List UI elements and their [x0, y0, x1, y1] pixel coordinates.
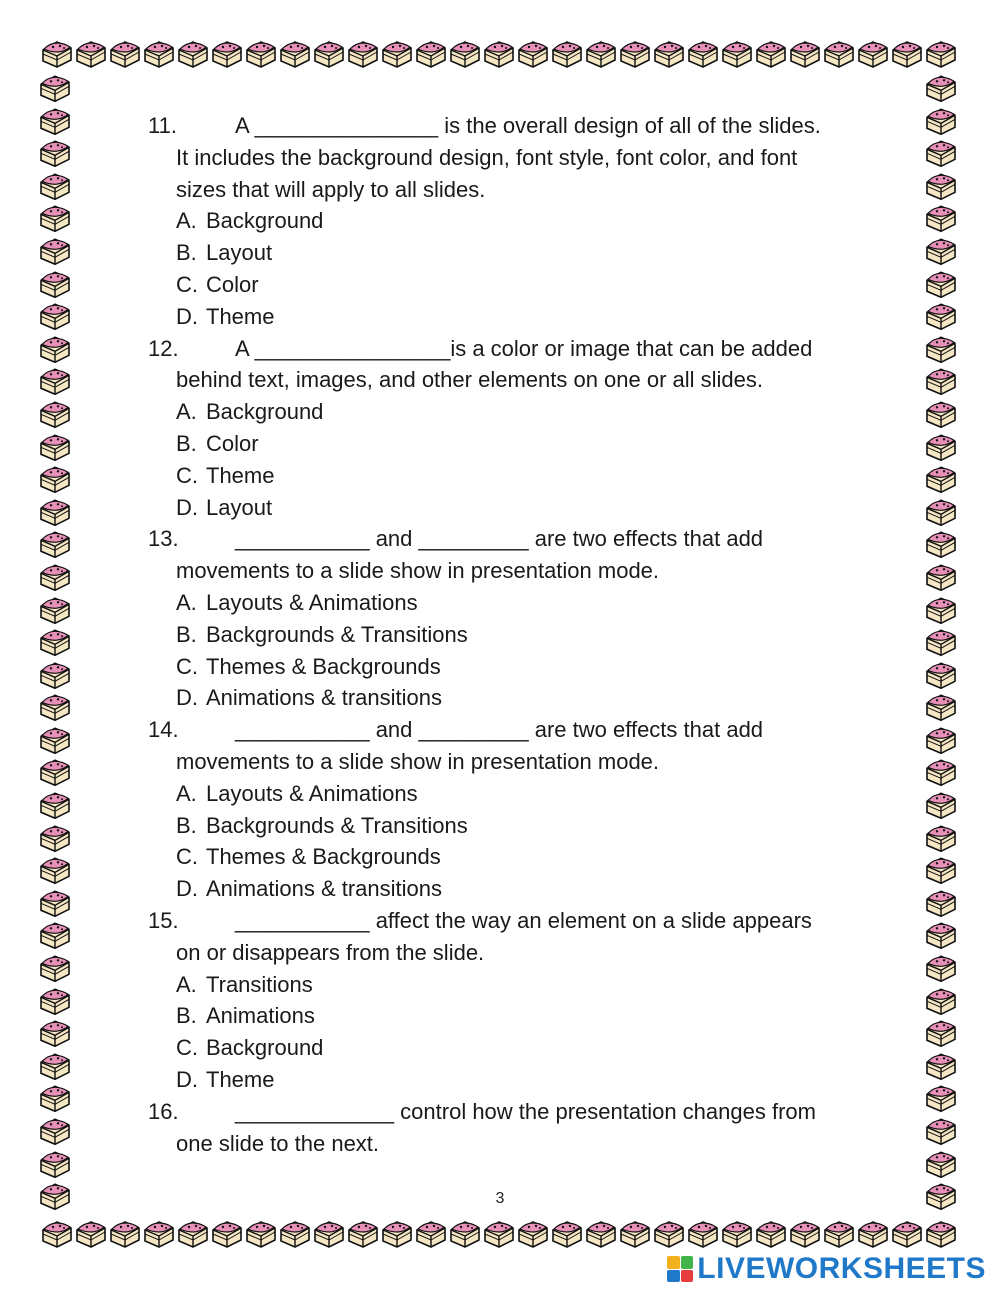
question-text-continued: behind text, images, and other elements on one or all slides.	[176, 367, 764, 393]
cake-slice-icon	[924, 300, 958, 333]
answer-option[interactable]	[148, 428, 888, 460]
question-text: _____________ control how the presentation changes from	[235, 1098, 816, 1124]
cake-slice-icon	[142, 38, 176, 70]
answer-option[interactable]	[148, 396, 888, 428]
cake-slice-icon	[788, 1218, 822, 1250]
answer-option[interactable]	[148, 205, 888, 237]
cake-slice-icon	[924, 38, 958, 70]
logo-mark-v	[667, 1270, 680, 1283]
cake-slice-icon	[38, 822, 72, 855]
cake-slice-icon	[380, 1218, 414, 1250]
cake-slice-icon	[74, 1218, 108, 1250]
cake-border-top	[40, 38, 958, 70]
cake-slice-icon	[924, 496, 958, 529]
cake-slice-icon	[38, 1082, 72, 1115]
cake-slice-icon	[924, 170, 958, 203]
cake-slice-icon	[924, 887, 958, 920]
cake-slice-icon	[924, 561, 958, 594]
question-16	[148, 1096, 888, 1160]
answer-option[interactable]	[148, 1032, 888, 1064]
cake-slice-icon	[924, 72, 958, 105]
cake-slice-icon	[244, 1218, 278, 1250]
cake-slice-icon	[448, 1218, 482, 1250]
cake-slice-icon	[924, 333, 958, 366]
cake-slice-icon	[38, 528, 72, 561]
option-text: Color	[206, 430, 259, 456]
option-letter: A.	[176, 208, 197, 234]
cake-slice-icon	[38, 105, 72, 138]
answer-option[interactable]	[148, 587, 888, 619]
cake-slice-icon	[38, 333, 72, 366]
answer-option[interactable]	[148, 682, 888, 714]
cake-slice-icon	[924, 919, 958, 952]
cake-slice-icon	[448, 38, 482, 70]
cake-slice-icon	[38, 561, 72, 594]
option-text: Theme	[206, 1066, 275, 1092]
cake-slice-icon	[788, 38, 822, 70]
option-letter: A.	[176, 780, 197, 806]
cake-slice-icon	[924, 985, 958, 1018]
question-text: A _______________ is the overall design of all of the slides.	[235, 113, 821, 138]
cake-slice-icon	[720, 38, 754, 70]
logo-mark-l	[667, 1256, 680, 1269]
question-stem	[148, 523, 888, 555]
cake-slice-icon	[754, 1218, 788, 1250]
answer-option[interactable]	[148, 237, 888, 269]
cake-slice-icon	[856, 1218, 890, 1250]
question-text: ___________ and _________ are two effects that add	[235, 526, 764, 552]
option-text: Animations & transitions	[206, 876, 442, 902]
cake-slice-icon	[584, 38, 618, 70]
logo-text: LIVEWORKSHEETS	[697, 1252, 986, 1285]
cake-slice-icon	[924, 1050, 958, 1083]
cake-slice-icon	[924, 594, 958, 627]
cake-slice-icon	[38, 398, 72, 431]
option-letter: B.	[176, 1003, 197, 1029]
question-13	[148, 523, 888, 714]
cake-slice-icon	[924, 202, 958, 235]
option-text: Layout	[206, 240, 273, 266]
cake-slice-icon	[38, 137, 72, 170]
option-letter: A.	[176, 971, 197, 997]
cake-slice-icon	[38, 691, 72, 724]
cake-slice-icon	[38, 170, 72, 203]
question-stem	[148, 333, 888, 365]
option-text: Background	[206, 208, 324, 234]
cake-slice-icon	[924, 1218, 958, 1250]
question-text-continued: movements to a slide show in presentation mode.	[176, 748, 660, 774]
cake-slice-icon	[108, 1218, 142, 1250]
option-text: Animations & transitions	[206, 685, 442, 711]
option-letter: D.	[176, 303, 198, 329]
cake-slice-icon	[618, 1218, 652, 1250]
cake-slice-icon	[38, 756, 72, 789]
option-text: Transitions	[206, 971, 313, 997]
cake-slice-icon	[38, 1148, 72, 1181]
option-letter: D.	[176, 494, 198, 520]
answer-option[interactable]	[148, 651, 888, 683]
answer-option[interactable]	[148, 841, 888, 873]
question-text-continued: on or disappears from the slide.	[176, 939, 485, 965]
cake-slice-icon	[924, 431, 958, 464]
cake-border-bottom	[40, 1218, 958, 1250]
option-letter: A.	[176, 589, 197, 615]
option-text: Layouts & Animations	[206, 780, 418, 806]
question-15	[148, 905, 888, 1096]
question-11	[148, 110, 888, 333]
question-12	[148, 333, 888, 524]
cake-slice-icon	[890, 1218, 924, 1250]
cake-slice-icon	[652, 1218, 686, 1250]
cake-slice-icon	[924, 756, 958, 789]
question-number: 11.	[148, 113, 177, 138]
cake-slice-icon	[38, 463, 72, 496]
page-number: 3	[495, 1190, 505, 1207]
liveworksheets-logo[interactable]	[667, 1254, 986, 1284]
cake-slice-icon	[38, 300, 72, 333]
question-number: 12.	[148, 335, 179, 361]
cake-slice-icon	[38, 659, 72, 692]
cake-slice-icon	[482, 1218, 516, 1250]
cake-slice-icon	[482, 38, 516, 70]
cake-slice-icon	[38, 1050, 72, 1083]
answer-option[interactable]	[148, 492, 888, 524]
question-text: A ________________is a color or image that can be added	[235, 335, 813, 361]
cake-slice-icon	[38, 365, 72, 398]
question-text: ___________ and _________ are two effects that add	[235, 717, 764, 743]
cake-slice-icon	[924, 1115, 958, 1148]
cake-slice-icon	[142, 1218, 176, 1250]
option-text: Backgrounds & Transitions	[206, 621, 468, 647]
question-number: 13.	[148, 526, 179, 552]
cake-slice-icon	[754, 38, 788, 70]
option-letter: C.	[176, 844, 198, 870]
question-stem	[148, 110, 888, 142]
question-stem	[148, 1096, 888, 1128]
cake-slice-icon	[38, 72, 72, 105]
question-number: 14.	[148, 717, 179, 743]
cake-slice-icon	[312, 38, 346, 70]
answer-option[interactable]	[148, 778, 888, 810]
cake-slice-icon	[516, 1218, 550, 1250]
answer-option[interactable]	[148, 1000, 888, 1032]
option-letter: A.	[176, 399, 197, 425]
question-text-continued: one slide to the next.	[176, 1130, 380, 1156]
cake-slice-icon	[924, 789, 958, 822]
logo-mark-e	[681, 1270, 694, 1283]
option-letter: C.	[176, 1035, 198, 1061]
cake-slice-icon	[176, 38, 210, 70]
cake-slice-icon	[652, 38, 686, 70]
question-text-continued: movements to a slide show in presentation mode.	[176, 558, 660, 584]
cake-slice-icon	[176, 1218, 210, 1250]
option-text: Theme	[206, 462, 275, 488]
question-number: 15.	[148, 907, 179, 933]
logo-mark-i	[681, 1256, 694, 1269]
cake-slice-icon	[720, 1218, 754, 1250]
liveworksheets-logo-icon	[667, 1256, 693, 1282]
cake-slice-icon	[924, 724, 958, 757]
cake-slice-icon	[38, 626, 72, 659]
answer-option[interactable]	[148, 969, 888, 1001]
cake-slice-icon	[414, 38, 448, 70]
option-letter: C.	[176, 462, 198, 488]
cake-slice-icon	[924, 659, 958, 692]
cake-slice-icon	[40, 38, 74, 70]
cake-slice-icon	[618, 38, 652, 70]
cake-slice-icon	[38, 496, 72, 529]
cake-slice-icon	[38, 985, 72, 1018]
option-letter: B.	[176, 430, 197, 456]
cake-slice-icon	[380, 38, 414, 70]
option-letter: B.	[176, 621, 197, 647]
cake-slice-icon	[278, 1218, 312, 1250]
cake-slice-icon	[346, 38, 380, 70]
cake-slice-icon	[924, 822, 958, 855]
cake-slice-icon	[210, 38, 244, 70]
cake-slice-icon	[38, 919, 72, 952]
answer-option[interactable]	[148, 873, 888, 905]
cake-slice-icon	[924, 268, 958, 301]
option-letter: D.	[176, 685, 198, 711]
cake-slice-icon	[686, 1218, 720, 1250]
cake-slice-icon	[924, 105, 958, 138]
cake-slice-icon	[924, 235, 958, 268]
option-text: Layouts & Animations	[206, 589, 418, 615]
cake-slice-icon	[38, 887, 72, 920]
cake-slice-icon	[108, 38, 142, 70]
answer-option[interactable]	[148, 460, 888, 492]
option-text: Background	[206, 399, 324, 425]
option-text: Background	[206, 1035, 324, 1061]
option-letter: C.	[176, 653, 198, 679]
cake-slice-icon	[38, 1017, 72, 1050]
cake-slice-icon	[210, 1218, 244, 1250]
cake-slice-icon	[38, 594, 72, 627]
worksheet-questions	[148, 110, 888, 1159]
cake-slice-icon	[924, 854, 958, 887]
question-text: ___________ affect the way an element on a slide appears	[235, 907, 812, 933]
cake-slice-icon	[516, 38, 550, 70]
option-text: Themes & Backgrounds	[206, 844, 441, 870]
cake-slice-icon	[244, 38, 278, 70]
option-letter: D.	[176, 1066, 198, 1092]
cake-slice-icon	[74, 38, 108, 70]
option-letter: D.	[176, 876, 198, 902]
question-number: 16.	[148, 1098, 179, 1124]
cake-slice-icon	[38, 952, 72, 985]
cake-slice-icon	[38, 724, 72, 757]
cake-slice-icon	[38, 854, 72, 887]
answer-option[interactable]	[148, 269, 888, 301]
cake-slice-icon	[414, 1218, 448, 1250]
answer-option[interactable]	[148, 1064, 888, 1096]
option-text: Layout	[206, 494, 273, 520]
answer-option[interactable]	[148, 810, 888, 842]
answer-option[interactable]	[148, 619, 888, 651]
option-text: Animations	[206, 1003, 315, 1029]
cake-slice-icon	[924, 137, 958, 170]
cake-slice-icon	[924, 1148, 958, 1181]
cake-border-left	[38, 72, 72, 1213]
cake-slice-icon	[822, 38, 856, 70]
cake-slice-icon	[38, 235, 72, 268]
cake-slice-icon	[924, 691, 958, 724]
cake-slice-icon	[924, 398, 958, 431]
option-letter: B.	[176, 240, 197, 266]
cake-slice-icon	[924, 626, 958, 659]
cake-slice-icon	[686, 38, 720, 70]
question-text-continued: sizes that will apply to all slides.	[176, 176, 486, 202]
cake-slice-icon	[584, 1218, 618, 1250]
cake-slice-icon	[346, 1218, 380, 1250]
cake-border-right	[924, 72, 958, 1213]
cake-slice-icon	[40, 1218, 74, 1250]
question-stem	[148, 714, 888, 746]
question-stem	[148, 905, 888, 937]
cake-slice-icon	[312, 1218, 346, 1250]
cake-slice-icon	[924, 463, 958, 496]
cake-slice-icon	[924, 1082, 958, 1115]
cake-slice-icon	[924, 1017, 958, 1050]
cake-slice-icon	[924, 528, 958, 561]
option-text: Theme	[206, 303, 275, 329]
cake-slice-icon	[924, 365, 958, 398]
cake-slice-icon	[38, 431, 72, 464]
cake-slice-icon	[550, 1218, 584, 1250]
option-text: Color	[206, 271, 259, 297]
cake-slice-icon	[822, 1218, 856, 1250]
option-letter: C.	[176, 271, 198, 297]
answer-option[interactable]	[148, 301, 888, 333]
cake-slice-icon	[38, 789, 72, 822]
cake-slice-icon	[550, 38, 584, 70]
option-text: Backgrounds & Transitions	[206, 812, 468, 838]
cake-slice-icon	[38, 1115, 72, 1148]
cake-slice-icon	[38, 268, 72, 301]
option-text: Themes & Backgrounds	[206, 653, 441, 679]
question-text-continued: It includes the background design, font style, font color, and font	[176, 144, 798, 170]
cake-slice-icon	[890, 38, 924, 70]
cake-slice-icon	[924, 952, 958, 985]
cake-slice-icon	[38, 202, 72, 235]
cake-slice-icon	[856, 38, 890, 70]
cake-slice-icon	[278, 38, 312, 70]
option-letter: B.	[176, 812, 197, 838]
question-14	[148, 714, 888, 905]
